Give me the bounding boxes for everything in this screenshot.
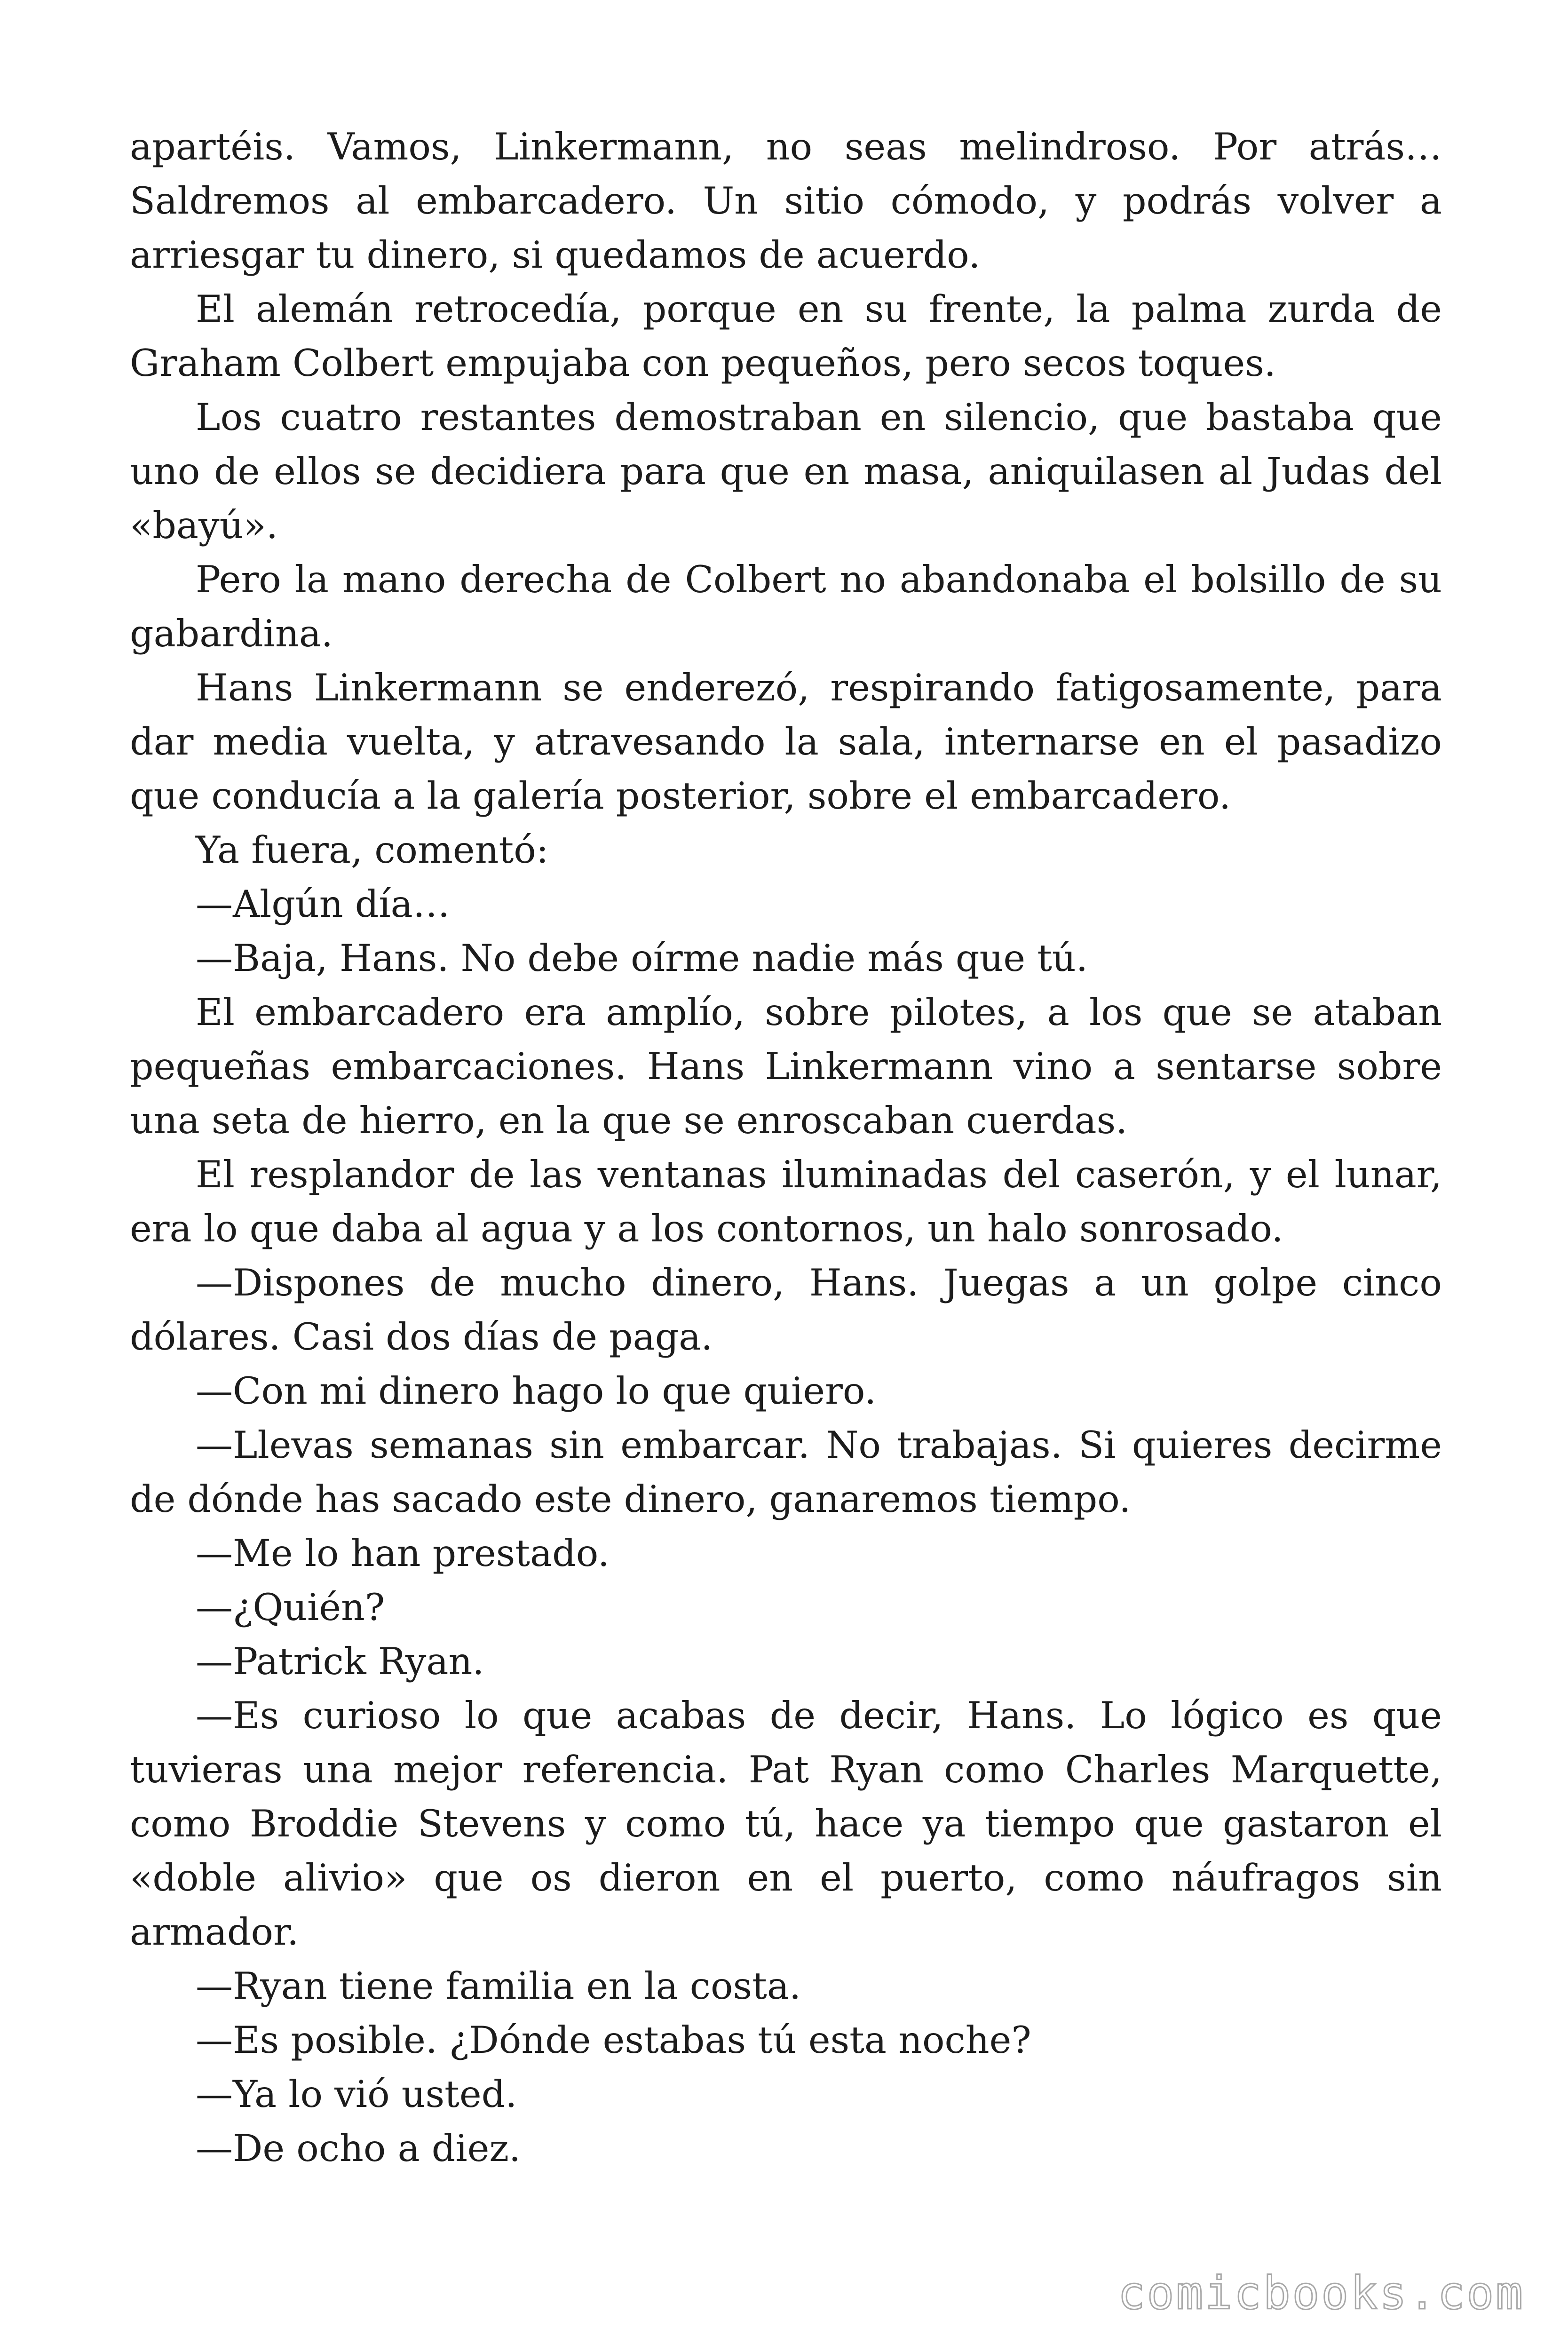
watermark: comicbooks.com — [1117, 2267, 1525, 2320]
paragraph: El embarcadero era amplío, sobre pilotes, a los que se ataban pequeñas embarcaciones. Hans Linkermann vino a sentarse sobre una seta de hierro, en la que se enroscaban cuerdas. — [130, 991, 1442, 1142]
dialogue-line: —Me lo han prestado. — [196, 1532, 610, 1575]
paragraph: Hans Linkermann se enderezó, respirando fatigosamente, para dar media vuelta, y atravesando la sala, internarse en el pasadizo que conducía a la galería posterior, sobre el embarcadero. — [130, 666, 1442, 818]
dialogue-line: —¿Quién? — [196, 1586, 385, 1629]
paragraph: El resplandor de las ventanas iluminadas del caserón, y el lunar, era lo que daba al agua y a los contornos, un halo sonrosado. — [130, 1153, 1442, 1250]
dialogue-line: —Con mi dinero hago lo que quiero. — [196, 1369, 877, 1413]
dialogue-line: —Es curioso lo que acabas de decir, Hans. Lo lógico es que tuvieras una mejor referencia. Pat Ryan como Charles Marquette, como Broddie Stevens y como tú, hace ya tiempo que gastaron el «doble alivio» que os dieron en el puerto, como náufragos sin armador. — [130, 1694, 1442, 1954]
dialogue-line: —Llevas semanas sin embarcar. No trabajas. Si quieres decirme de dónde has sacado este dinero, ganaremos tiempo. — [130, 1423, 1442, 1521]
paragraph: Pero la mano derecha de Colbert no abandonaba el bolsillo de su gabardina. — [130, 558, 1442, 655]
dialogue-line: —Algún día… — [196, 882, 450, 926]
dialogue-line: —Es posible. ¿Dónde estabas tú esta noche? — [196, 2018, 1031, 2062]
dialogue-line: —Patrick Ryan. — [196, 1640, 484, 1683]
dialogue-line: —Ya lo vió usted. — [196, 2073, 517, 2116]
body-text — [130, 120, 1442, 2176]
paragraph: Los cuatro restantes demostraban en silencio, que bastaba que uno de ellos se decidiera para que en masa, aniquilasen al Judas del «bayú». — [130, 396, 1442, 547]
dialogue-line: —Dispones de mucho dinero, Hans. Juegas a un golpe cinco dólares. Casi dos días de paga. — [130, 1261, 1442, 1359]
paragraph: El alemán retrocedía, porque en su frente, la palma zurda de Graham Colbert empujaba con pequeños, pero secos toques. — [130, 287, 1442, 385]
paragraph: Ya fuera, comentó: — [196, 828, 549, 872]
dialogue-line: —De ocho a diez. — [196, 2127, 521, 2170]
dialogue-line: —Baja, Hans. No debe oírme nadie más que tú. — [196, 937, 1088, 980]
paragraph: apartéis. Vamos, Linkermann, no seas melindroso. Por atrás… Saldremos al embarcadero. Un sitio cómodo, y podrás volver a arriesgar tu dinero, si quedamos de acuerdo. — [130, 125, 1442, 277]
dialogue-line: —Ryan tiene familia en la costa. — [196, 1964, 801, 2008]
